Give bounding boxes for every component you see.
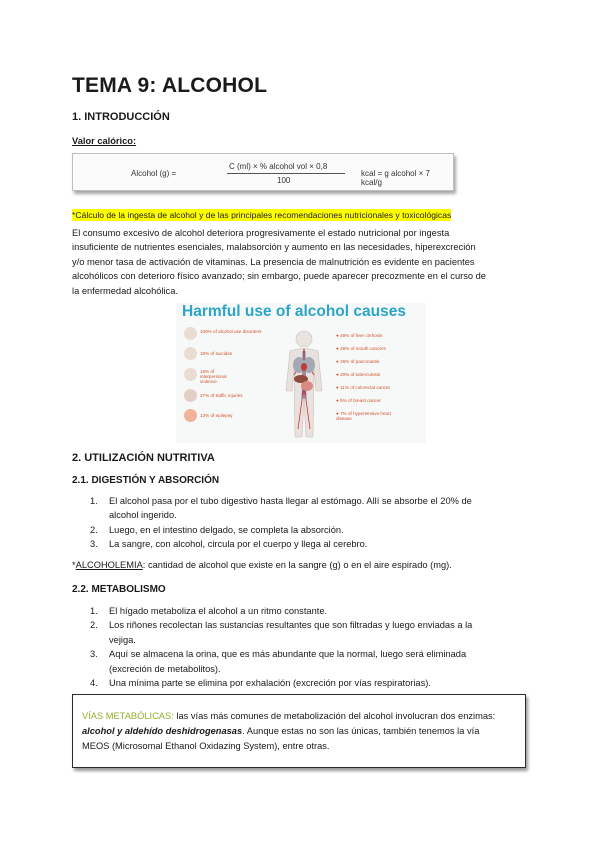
list-item <box>90 604 530 618</box>
box-text: . Aunque estas no son las únicas, también tenemos la vía <box>242 726 480 736</box>
formula-image <box>72 153 454 191</box>
fraction-bar <box>227 173 345 174</box>
right-stat: ● 7% of hypertensive heart disease <box>336 411 391 421</box>
list-item <box>90 537 530 551</box>
box-text: las vías más comunes de metabolización del alcohol involucran dos enzimas: <box>173 711 496 721</box>
stat-icon <box>184 389 197 402</box>
right-stat: ● 26% of mouth cancers <box>336 346 386 351</box>
human-body-illustration <box>280 329 328 441</box>
right-stat: ● 26% of pancreatitis <box>336 359 380 364</box>
formula-left: Alcohol (g) = <box>131 169 177 178</box>
right-stat: ● 20% of tuberculosis <box>336 372 381 377</box>
right-stat-text: 20% of tuberculosis <box>340 372 381 377</box>
right-stat: ● 11% of colorectal cancer <box>336 385 391 390</box>
right-stat: ● 5% of breast cancer <box>336 398 381 403</box>
subsection-heading-digestion: 2.1. DIGESTIÓN Y ABSORCIÓN <box>72 475 220 486</box>
right-stat-text: 11% of colorectal cancer <box>340 385 391 390</box>
list-item <box>90 618 530 647</box>
list-number: 2. <box>90 524 98 535</box>
list-text: Una mínima parte se elimina por exhalación (excreción por vías respiratorias). <box>109 678 431 689</box>
box-label: VÍAS METABÓLICAS: <box>82 711 174 721</box>
valor-calorico-label: Valor calórico: <box>72 136 137 146</box>
list-item <box>90 647 530 676</box>
left-stat: 18% of interpersonal violence <box>200 369 227 384</box>
list-number: 3. <box>90 539 98 550</box>
list-number: 4. <box>90 678 98 689</box>
alcoholemia-note <box>72 558 452 572</box>
list-number: 3. <box>90 649 98 660</box>
list-text: Luego, en el intestino delgado, se completa la absorción. <box>109 524 344 535</box>
note-term: ALCOHOLEMIA <box>75 560 143 570</box>
right-stat: ● 48% of liver cirrhosis <box>336 333 383 338</box>
list-item <box>90 676 530 690</box>
list-text: Los riñones recolectan las sustancias resultantes que son filtradas y luego enviadas a la <box>109 620 473 631</box>
list-text: El alcohol pasa por el tubo digestivo hasta llegar al estómago. Allí se absorbe el 20% de <box>109 496 472 506</box>
list-text: La sangre, con alcohol, circula por el cuerpo y llega al cerebro. <box>109 539 368 550</box>
list-item <box>90 494 530 523</box>
metabolism-list <box>90 604 530 690</box>
right-stat-text: 26% of pancreatitis <box>340 359 380 364</box>
page-title: TEMA 9: ALCOHOL <box>72 74 268 97</box>
note-text: : cantidad de alcohol que existe en la sangre (g) o en el aire espirado (mg). <box>142 560 452 570</box>
list-number: 1. <box>90 496 98 506</box>
box-line-2 <box>82 724 522 738</box>
list-text: vejiga. <box>109 634 136 645</box>
subsection-heading-metabolismo: 2.2. METABOLISMO <box>72 584 166 595</box>
paragraph-line: la enfermedad alcohólica. <box>72 285 178 296</box>
box-enzymes: alcohol y aldehído deshidrogenasas <box>82 726 243 736</box>
right-stat-text: 7% of hypertensive heart disease <box>336 411 391 421</box>
formula-numerator: C (ml) × % alcohol vol × 0,8 <box>229 162 328 171</box>
paragraph-line: y/o menor tasa de activación de vitaminas. La presencia de malnutrición es evidente en pacientes <box>72 256 475 267</box>
harmful-alcohol-infographic <box>176 303 426 443</box>
intro-paragraph <box>72 226 532 298</box>
list-text: Aquí se almacena la orina, que es más abundante que la normal, luego será eliminada <box>109 649 467 660</box>
list-number: 1. <box>90 606 98 616</box>
paragraph-line: El consumo excesivo de alcohol deteriora progresivamente el estado nutricional por ingesta <box>72 228 450 238</box>
left-stat: 18% of suicides <box>200 351 233 356</box>
highlight-text: *Cálculo de la ingesta de alcohol y de las principales recomendaciones nutricionales y toxicológicas <box>72 210 452 220</box>
box-line-3: MEOS (Microsomal Ethanol Oxidazing System), entre otras. <box>82 741 330 751</box>
formula-denominator: 100 <box>277 176 291 185</box>
metabolic-pathways-box <box>72 694 526 768</box>
formula-right: kcal = g alcohol × 7 kcal/g <box>361 169 430 187</box>
left-stat: 100% of alcohol use disorders <box>200 329 262 334</box>
list-item <box>90 523 530 537</box>
right-stat-text: 48% of liver cirrhosis <box>340 333 383 338</box>
list-text: El hígado metaboliza el alcohol a un ritmo constante. <box>109 606 328 616</box>
stat-icon <box>184 368 197 381</box>
stat-icon <box>184 347 197 360</box>
left-stat: 13% of epilepsy <box>200 413 233 418</box>
stat-icon <box>184 327 197 340</box>
paragraph-line: insuficiente de nutrientes esenciales, malabsorción y aumento en las necesidades, hiperexcreción <box>72 242 476 253</box>
section-heading-introduccion: 1. INTRODUCCIÓN <box>72 111 170 123</box>
right-stat-text: 26% of mouth cancers <box>340 346 386 351</box>
list-text: alcohol ingerido. <box>109 510 177 521</box>
stat-icon <box>184 409 197 422</box>
section-heading-utilizacion: 2. UTILIZACIÓN NUTRITIVA <box>72 452 215 464</box>
note-prefix: * <box>72 560 76 570</box>
highlighted-note <box>72 205 451 223</box>
list-number: 2. <box>90 620 98 631</box>
list-text: (excreción de metabolitos). <box>109 663 221 674</box>
infographic-title: Harmful use of alcohol causes <box>182 303 406 320</box>
digestion-list <box>90 494 530 552</box>
box-line-1 <box>82 709 522 723</box>
left-stat: 27% of traffic injuries <box>200 393 243 398</box>
right-stat-text: 5% of breast cancer <box>340 398 381 403</box>
paragraph-line: alcohólicos con deterioro físico avanzado; sin embargo, puede aparecer precozmente en el curso de <box>72 271 486 282</box>
